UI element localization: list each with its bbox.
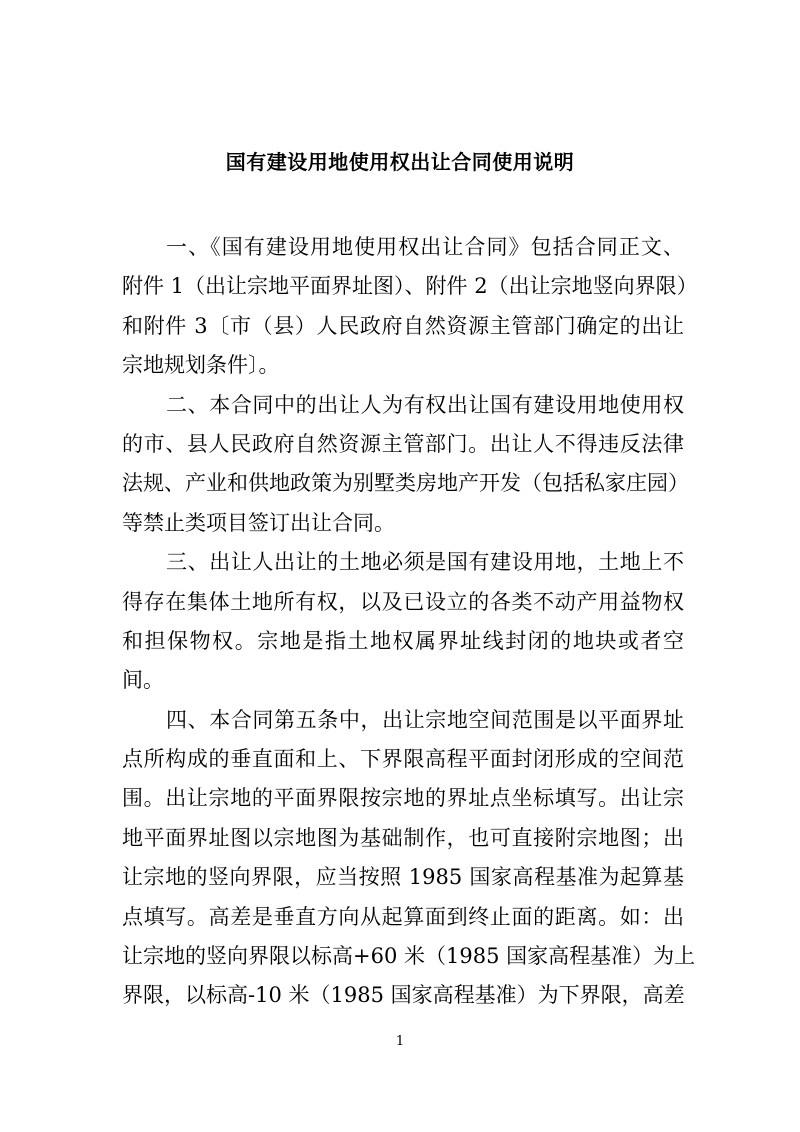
paragraph-line: 点填写。高差是垂直方向从起算面到终止面的距离。如：出	[122, 904, 684, 929]
paragraph-line: 四、本合同第五条中，出让宗地空间范围是以平面界址	[166, 707, 684, 732]
paragraph	[122, 543, 684, 701]
paragraph-line: 让宗地的竖向界限以标高+60 米（1985 国家高程基准）为上	[122, 944, 696, 969]
paragraph-line: 等禁止类项目签订出让合同。	[122, 510, 395, 535]
paragraph-line: 宗地规划条件〕。	[122, 353, 280, 378]
paragraph-line: 二、本合同中的出让人为有权出让国有建设用地使用权	[166, 392, 684, 417]
paragraph-line: 法规、产业和供地政策为别墅类房地产开发（包括私家庄园）	[122, 471, 689, 496]
paragraph	[122, 386, 689, 544]
paragraph-line: 界限，以标高-10 米（1985 国家高程基准）为下界限，高差	[122, 983, 685, 1008]
paragraph-line: 间。	[122, 668, 164, 693]
paragraph-line: 三、出让人出让的土地必须是国有建设用地，土地上不	[166, 550, 684, 575]
paragraph	[122, 228, 698, 386]
paragraph-line: 点所构成的垂直面和上、下界限高程平面封闭形成的空间范	[122, 747, 684, 772]
paragraph-line: 附件 1（出让宗地平面界址图）、附件 2（出让宗地竖向界限）	[122, 274, 698, 299]
paragraph-line: 地平面界址图以宗地图为基础制作，也可直接附宗地图；出	[122, 825, 684, 850]
paragraph-line: 和担保物权。宗地是指土地权属界址线封闭的地块或者空	[122, 628, 684, 653]
paragraph-line: 一、《国有建设用地使用权出让合同》包括合同正文、	[166, 235, 684, 259]
paragraph-line: 让宗地的竖向界限，应当按照 1985 国家高程基准为起算基	[122, 865, 684, 890]
paragraph-line: 的市、县人民政府自然资源主管部门。出让人不得违反法律	[122, 431, 684, 456]
paragraph-line: 围。出让宗地的平面界限按宗地的界址点坐标填写。出让宗	[122, 786, 684, 811]
document-body	[122, 228, 698, 1016]
page-number: 1	[395, 1034, 405, 1049]
document-title: 国有建设用地使用权出让合同使用说明	[225, 150, 575, 174]
paragraph	[122, 701, 696, 1016]
paragraph-line: 得存在集体土地所有权，以及已设立的各类不动产用益物权	[122, 589, 684, 614]
paragraph-line: 和附件 3〔市（县）人民政府自然资源主管部门确定的出让	[122, 313, 684, 338]
